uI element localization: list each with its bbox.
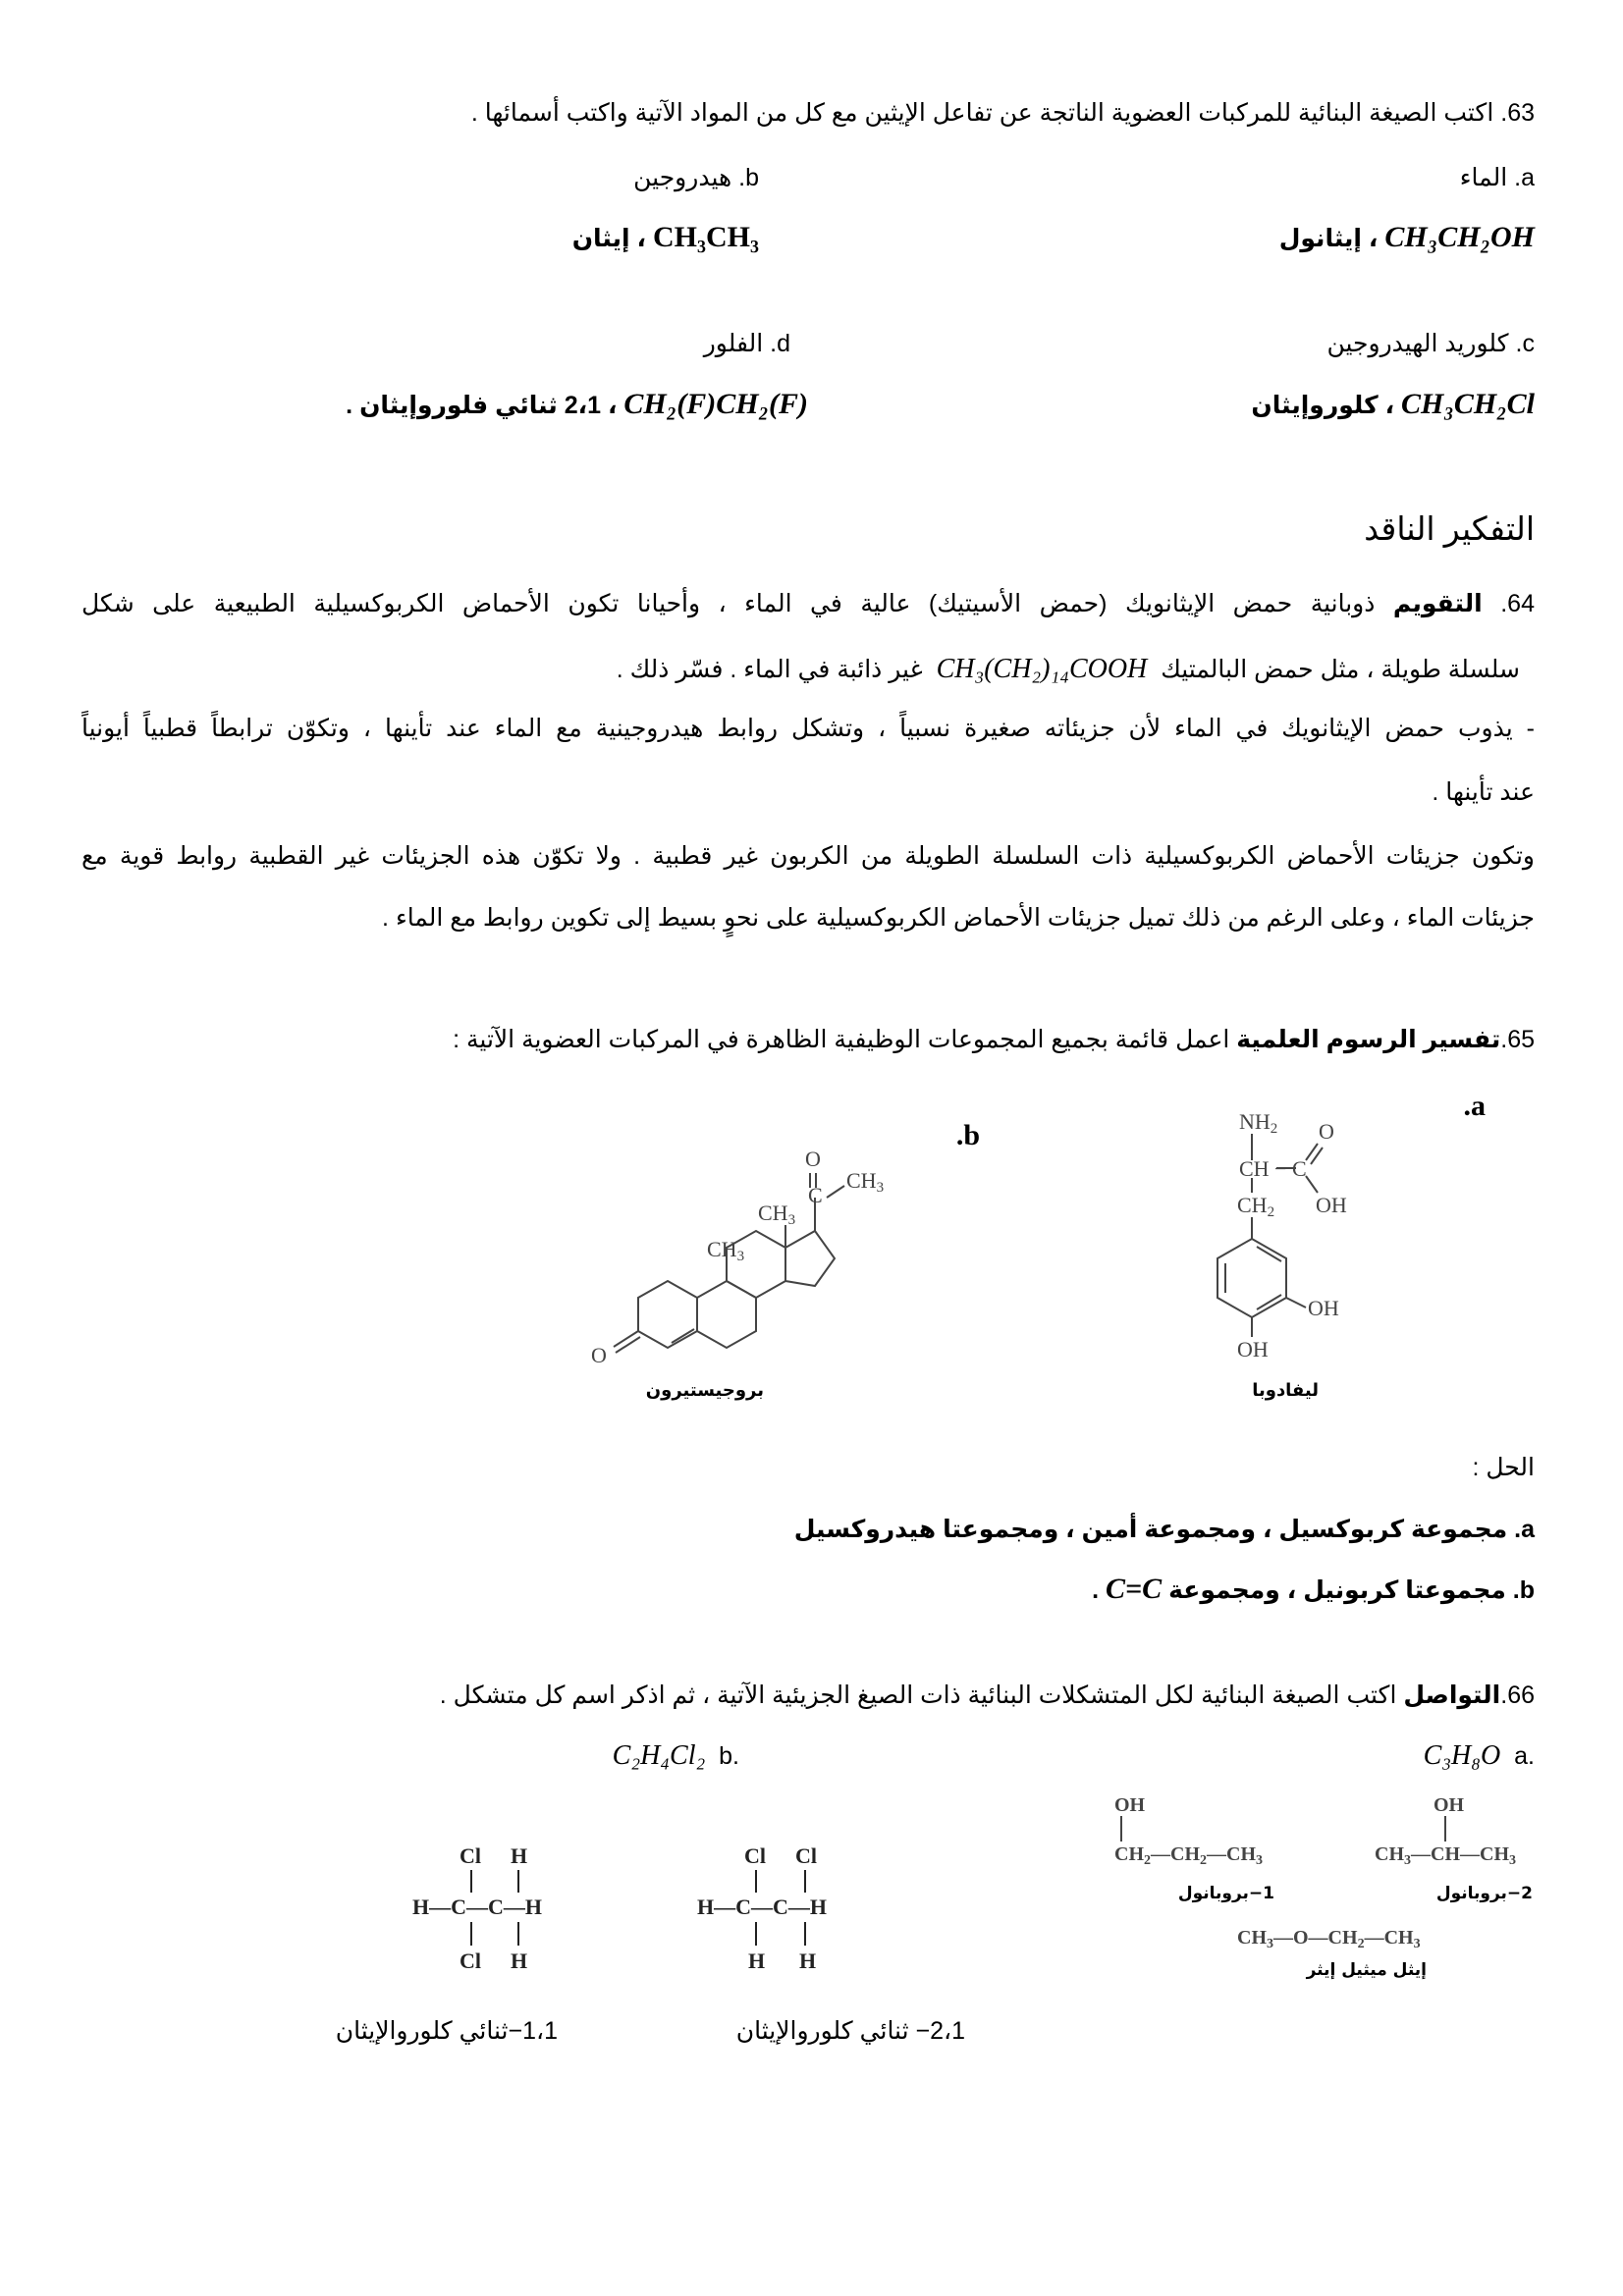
- q64-label: التقويم: [1392, 590, 1483, 617]
- iso11-h-bottom: H: [511, 1949, 528, 1973]
- oh-1-propanol: OH: [1114, 1794, 1146, 1816]
- q66-number: 66.: [1500, 1682, 1535, 1709]
- q66-label: التواصل: [1403, 1682, 1501, 1709]
- q63-item-a: [1460, 161, 1535, 194]
- q64-line2-a: سلسلة طويلة ، مثل حمض البالمتيك: [1161, 656, 1520, 683]
- q64-answer-line2: عند تأينها .: [1432, 778, 1535, 806]
- q66-b-formula: C₂H₄Cl₂: [612, 1740, 706, 1771]
- prop2-caption: 2−بروبانول: [1435, 1884, 1533, 1903]
- q63-b-name: ، إيثان: [571, 225, 647, 252]
- ketone-o-top: O: [805, 1147, 821, 1171]
- q63-d-name: ، 2،1 ثنائي فلوروإيثان .: [346, 392, 618, 419]
- dichloroethane-isomers: [393, 1836, 903, 1993]
- q65-sol-b-formula: C=C: [1106, 1573, 1163, 1605]
- q66-part-b: [613, 1739, 739, 1773]
- q63-item-c: [1326, 327, 1535, 360]
- levodopa-caption: ليفادوبا: [1252, 1380, 1319, 1401]
- q63-item-d: [704, 327, 790, 360]
- q63-prompt: [471, 96, 1535, 130]
- q65-fig-b-label: .b: [955, 1119, 980, 1151]
- q65-solution-a: [794, 1513, 1535, 1546]
- iso12-cl-top-2: Cl: [795, 1843, 817, 1868]
- q66-prompt: [440, 1679, 1535, 1712]
- iso12-h-bottom-1: H: [748, 1949, 766, 1973]
- chain-2-propanol: $CH_3—CH—CH_3$: [1375, 1843, 1516, 1868]
- iso11-cl-bottom: Cl: [460, 1949, 481, 1973]
- q65-solution-label: الحل :: [1472, 1454, 1535, 1481]
- iso12-chain: H—C—C—H: [697, 1895, 827, 1919]
- q63-c-text: كلوريد الهيدروجين: [1326, 330, 1509, 357]
- iso11-h-top: H: [511, 1843, 528, 1868]
- q63-c-label: c.: [1515, 330, 1535, 357]
- q63-d-text: الفلور: [703, 330, 764, 357]
- q63-text: اكتب الصيغة البنائية للمركبات العضوية الناتجة عن تفاعل الإيثين مع كل من المواد الآتية واكتب أسمائها .: [470, 99, 1494, 127]
- section-heading: التفكير الناقد: [1364, 510, 1535, 547]
- q63-d-label: d.: [770, 330, 790, 357]
- q65-label: تفسير الرسوم العلمية: [1236, 1026, 1501, 1053]
- q64-answer-line3: وتكون جزيئات الأحماض الكربوكسيلية ذات السلسلة الطويلة من الكربون غير قطبية . ولا تكوّن هذه الجزيئات غير القطبية روابط قوية مع: [81, 842, 1535, 870]
- q65-sol-b-text: مجموعتا كربونيل ، ومجموعة: [1168, 1576, 1506, 1604]
- q65-sol-a-text: مجموعة كربوكسيل ، ومجموعة أمين ، ومجموعتا هيدروكسيل: [793, 1516, 1508, 1543]
- q65-sol-b-label: b.: [1512, 1576, 1535, 1604]
- oh-2-propanol: OH: [1434, 1794, 1465, 1816]
- q63-b-formula: CH₃CH₃: [653, 221, 759, 253]
- q63-b-text: هيدروجين: [633, 164, 732, 191]
- q64-answer-line4: جزيئات الماء ، وعلى الرغم من ذلك تميل جزيئات الأحماض الكربوكسيلية على نحوٍ بسيط إلى تكوين روابط مع الماء .: [382, 904, 1535, 932]
- ring-oh-meta-label: OH: [1308, 1296, 1339, 1320]
- carbonyl-o-label: O: [1319, 1119, 1334, 1144]
- q65-text: اعمل قائمة بجميع المجموعات الوظيفية الظاهرة في المركبات العضوية الآتية :: [453, 1026, 1230, 1053]
- methyl-c13: CH3: [758, 1201, 796, 1228]
- q63-a-formula: CH₃CH₂OH: [1384, 221, 1535, 253]
- q65-sol-b-end: .: [1092, 1576, 1100, 1604]
- q66-text: اكتب الصيغة البنائية لكل المتشكلات البنائية ذات الصيغ الجزيئية الآتية ، ثم اذكر اسم كل متشكل .: [439, 1682, 1397, 1709]
- q64-line2-b: غير ذائبة في الماء . فسّر ذلك .: [616, 656, 923, 683]
- chain-1-propanol: $CH_2—CH_2—CH_3$: [1114, 1843, 1263, 1868]
- iso12-name: 2،1− ثنائي كلوروالإيثان: [735, 2017, 965, 2045]
- q63-answer-b: [572, 221, 759, 255]
- q66-a-label: .a: [1514, 1742, 1535, 1770]
- nh2-label: NH2: [1239, 1109, 1278, 1137]
- q63-a-text: الماء: [1459, 164, 1508, 191]
- methyl-right: CH3: [846, 1168, 885, 1196]
- methyl-c10: CH3: [707, 1237, 745, 1264]
- iso12-cl-top-1: Cl: [744, 1843, 766, 1868]
- acid-oh-label: OH: [1316, 1193, 1347, 1217]
- q63-answer-a: [1279, 221, 1535, 255]
- q63-d-formula: CH₂(F)CH₂(F): [623, 388, 808, 420]
- progesterone-caption: بروجيستيرون: [645, 1380, 764, 1401]
- q63-a-name: ، إيثانول: [1278, 225, 1379, 252]
- ketone-o-ring: O: [591, 1343, 607, 1367]
- q63-c-formula: CH₃CH₂Cl: [1401, 388, 1535, 420]
- q64-line1: [81, 587, 1535, 620]
- ketone-c-label: C: [808, 1183, 823, 1207]
- q65-number: 65.: [1500, 1026, 1535, 1053]
- prop1-caption: 1−بروبانول: [1177, 1884, 1274, 1903]
- q64-number: 64.: [1500, 590, 1535, 617]
- q63-a-label: a.: [1514, 164, 1535, 191]
- q65-sol-a-label: a.: [1514, 1516, 1535, 1543]
- q63-number: 63.: [1500, 99, 1535, 127]
- iso12-h-bottom-2: H: [799, 1949, 817, 1973]
- q63-c-name: ، كلوروإيثان: [1251, 392, 1395, 419]
- q63-answer-d: [346, 388, 808, 422]
- q65-prompt: [453, 1023, 1535, 1056]
- q64-line1-text: ذوبانية حمض الإيثانويك (حمض الأسيتيك) عالية في الماء ، وأحيانا تكون الأحماض الكربوكسيلية الطبيعية على شكل: [81, 590, 1376, 617]
- q66-part-a: [1424, 1739, 1535, 1773]
- chain-ether: $CH_3—O—CH_2—CH_3$: [1237, 1927, 1421, 1951]
- q66-a-formula: C₃H₈O: [1423, 1740, 1501, 1771]
- q65-solution-b: [1092, 1573, 1535, 1607]
- q63-item-b: [633, 161, 759, 194]
- q64-answer-line1: - يذوب حمض الإيثانويك في الماء لأن جزيئاته صغيرة نسبياً ، وتشكل روابط هيدروجينية مع الماء عند تأينها ، وتكوّن ترابطاً قطبياً أيونياً: [81, 715, 1535, 742]
- q64-line2: [617, 653, 1520, 686]
- q65-fig-a-label: .a: [1463, 1090, 1486, 1122]
- iso11-cl-top: Cl: [460, 1843, 481, 1868]
- q63-b-label: b.: [738, 164, 759, 191]
- q63-answer-c: [1251, 388, 1535, 422]
- ether-caption: إيثل ميثيل إيثر: [1306, 1960, 1427, 1980]
- progesterone-structure: [569, 1119, 943, 1374]
- q66-b-label: .b: [719, 1742, 739, 1770]
- iso11-name: 1،1−ثنائي كلوروالإيثان: [335, 2017, 558, 2045]
- iso11-chain: H—C—C—H: [412, 1895, 542, 1919]
- ch-label: CH − C: [1239, 1156, 1307, 1181]
- q64-palmitic-formula: CH₃(CH₂)₁₄COOH: [936, 654, 1148, 684]
- levodopa-structure: [1159, 1090, 1404, 1384]
- ring-oh-para-label: OH: [1237, 1337, 1269, 1362]
- ch2-label: CH2: [1237, 1193, 1275, 1220]
